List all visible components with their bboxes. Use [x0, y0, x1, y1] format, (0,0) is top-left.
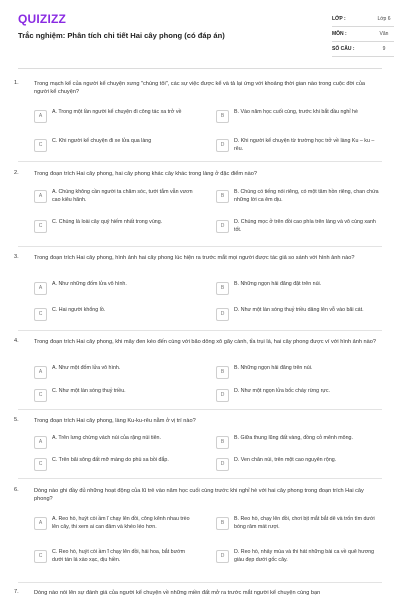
option-letter: B — [216, 110, 229, 123]
option-letter: B — [216, 517, 229, 530]
option-text: B. Những ngọn hải đăng trên núi. — [234, 365, 313, 371]
option-letter: A — [34, 517, 47, 530]
quizizz-logo: QUIZIZZ — [18, 12, 67, 26]
question-number: 4. — [14, 338, 19, 344]
page-title: Trắc nghiệm: Phân tích chi tiết Hai cây phong (có đáp án) — [18, 31, 225, 40]
question-number: 3. — [14, 254, 19, 260]
option-text: B. Reo hò, chạy lên đồi, chơi bịt mắt bắt dê và trốn tìm dưới bóng râm mát rượi. — [234, 516, 375, 530]
meta-value: Lớp 6 — [377, 16, 391, 22]
question-divider — [18, 478, 382, 479]
option-text: B. Những ngọn hải đăng đặt trên núi. — [234, 281, 322, 287]
header-divider — [18, 68, 382, 69]
meta-row-class — [332, 13, 394, 27]
option-letter: D — [216, 220, 229, 233]
meta-value: Văn — [379, 31, 389, 37]
option-letter: C — [34, 220, 47, 233]
option-text: D. Chúng mọc ở trên đồi cao phía trên làng và vô cùng xanh tốt. — [234, 219, 376, 233]
meta-info — [332, 0, 400, 62]
option-text: B. Chúng có tiếng nói riêng, có một tâm hồn riêng, chan chứa những lời ca êm dịu. — [234, 189, 379, 203]
option-text: D. Như một ngọn lửa bốc cháy rừng rực. — [234, 388, 331, 394]
option-text: A. Trên lưng chừng vách núi của rặng núi tiên. — [52, 435, 161, 441]
question-text: Trong đoạn trích Hai cây phong, khi mây đen kéo đến cùng với bão dông xô gãy cành, tỉa trụi lá, hai cây phong được ví với hình ảnh nào? — [34, 339, 376, 345]
question-number: 7. — [14, 589, 19, 595]
option-letter: D — [216, 389, 229, 402]
option-text: C. Chúng là loài cây quý hiếm nhất trong vùng. — [52, 219, 163, 225]
question-divider — [18, 582, 382, 583]
meta-row-subject — [332, 28, 394, 42]
option-text: D. Khi người kể chuyện từ trường học trở về làng Ku – ku – rêu. — [234, 138, 375, 152]
option-letter: A — [34, 190, 47, 203]
option-text: D. Ven chân núi, trên một cao nguyên rộng. — [234, 457, 337, 463]
option-letter: D — [216, 139, 229, 152]
option-letter: C — [34, 139, 47, 152]
option-letter: B — [216, 436, 229, 449]
option-letter: A — [34, 110, 47, 123]
option-text: C. Hai người khổng lồ. — [52, 307, 106, 313]
option-text: A. Như một đốm lửa vô hình. — [52, 365, 121, 371]
question-number: 2. — [14, 170, 19, 176]
question-text: Trong đoạn trích Hai cây phong, hình ảnh hai cây phong lúc hiện ra trước mắt mọi người được tác giả so sánh với hình ảnh nào? — [34, 255, 355, 261]
question-text: Dòng nào ghi đầy đủ những hoạt động của lũ trẻ vào năm học cuối cùng trước khi nghỉ hè với hai cây phong trong đoạn trích Hai cây phong? — [34, 488, 364, 502]
option-letter: C — [34, 550, 47, 563]
option-text: B. Giữa thung lũng đất vàng, đồng cỏ mênh mông. — [234, 435, 353, 441]
meta-label: MÔN : — [332, 31, 347, 37]
question-text: Dòng nào nói lên sự đánh giá của người kể chuyện về những miền đất mở ra trước mắt người kể chuyện cùng bạn — [34, 590, 321, 596]
option-letter: C — [34, 308, 47, 321]
option-text: C. Như một làn sóng thuỷ triều. — [52, 388, 126, 394]
option-letter: C — [34, 389, 47, 402]
option-letter: D — [216, 458, 229, 471]
question-divider — [18, 246, 382, 247]
question-text: Trong đoạn trích Hai cây phong, làng Ku-ku-rêu nằm ở vị trí nào? — [34, 418, 196, 424]
option-text: A. Reo hò, huýt còi ầm ĩ chạy lên đồi, công kênh nhau trèo lên cây, thi xem ai can đảm và khéo léo hơn. — [52, 516, 190, 530]
question-divider — [18, 330, 382, 331]
option-text: B. Vào năm học cuối cùng, trước khi bắt đầu nghỉ hè — [234, 109, 358, 115]
option-text: D. Reo hò, nhảy múa và thi hát những bài ca về quê hương giàu đẹp dưới gốc cây. — [234, 549, 375, 563]
meta-value: 9 — [382, 46, 386, 52]
option-text: D. Như một làn sóng thuỷ triều dâng lên vỗ vào bãi cát. — [234, 307, 364, 313]
option-letter: C — [34, 458, 47, 471]
question-divider — [18, 409, 382, 410]
option-letter: A — [34, 282, 47, 295]
option-letter: A — [34, 436, 47, 449]
meta-label: LỚP : — [332, 16, 346, 22]
question-text: Trong đoạn trích Hai cây phong, hai cây phong khác cây khác trong làng ở đặc điểm nào? — [34, 171, 257, 177]
option-text: C. Khi người kể chuyện đi xe lửa qua làng — [52, 138, 152, 144]
option-text: A. Chúng không cần người ta chăm sóc, tưới tắm vẫn vươn cao kiêu hãnh. — [52, 189, 193, 203]
question-number: 1. — [14, 80, 19, 86]
option-letter: D — [216, 308, 229, 321]
option-letter: B — [216, 190, 229, 203]
question-divider — [18, 161, 382, 162]
page-header — [0, 0, 400, 62]
option-text: C. Trên bãi sông đất mỡ màng do phù sa bồi đắp. — [52, 457, 169, 463]
question-number: 5. — [14, 417, 19, 423]
question-number: 6. — [14, 487, 19, 493]
option-letter: A — [34, 366, 47, 379]
question-text: Trong mạch kể của người kể chuyện xưng "chúng tôi", các sự việc được kể và tả lại ứng với khoảng thời gian nào trong cuộc đời của người kể chuyện? — [34, 81, 365, 95]
option-letter: D — [216, 550, 229, 563]
meta-row-count — [332, 43, 394, 57]
option-text: A. Trong một lần người kể chuyện đi công tác xa trở về — [52, 109, 182, 115]
option-text: A. Như những đốm lửa vô hình. — [52, 281, 127, 287]
option-letter: B — [216, 366, 229, 379]
meta-label: SỐ CÂU : — [332, 46, 355, 52]
option-text: C. Reo hò, huýt còi ầm ĩ chạy lên đồi, hái hoa, bắt bướm dưới tán lá xào xạc, dịu hiền. — [52, 549, 186, 563]
option-letter: B — [216, 282, 229, 295]
